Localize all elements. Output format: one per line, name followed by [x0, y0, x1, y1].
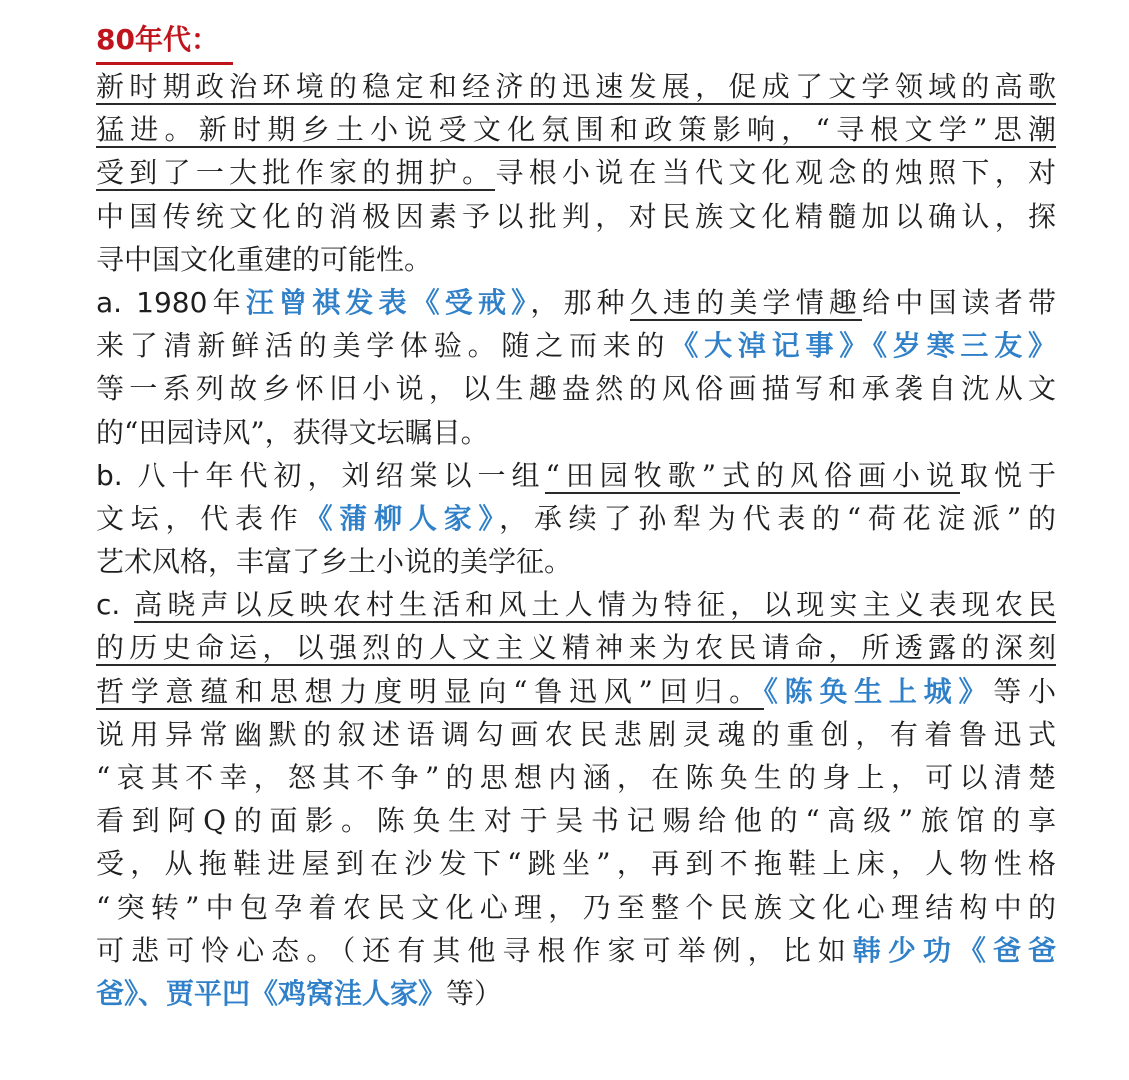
text-line	[96, 972, 1056, 1015]
text-segment: 可悲可怜心态。（还有其他寻根作家可举例，比如	[96, 933, 853, 967]
text-line	[96, 583, 1056, 626]
document-page	[96, 18, 1056, 1015]
item-label: b.	[96, 458, 138, 492]
highlighted-title: 《陈奂生上城》	[763, 674, 994, 708]
text-segment: 说用异常幽默的叙述语调勾画农民悲剧灵魂的重创，有着鲁迅式	[96, 717, 1056, 751]
text-line	[96, 195, 1056, 238]
item-label: a. 1980年	[96, 285, 246, 319]
text-line	[96, 799, 1056, 842]
text-line	[96, 497, 1056, 540]
highlighted-title: 韩少功《爸爸	[852, 933, 1056, 967]
text-segment: 艺术风格，丰富了乡土小说的美学征。	[96, 545, 573, 579]
text-line	[96, 367, 1056, 410]
text-line	[96, 756, 1056, 799]
text-segment: 中国传统文化的消极因素予以批判，对民族文化精髓加以确认，探	[96, 199, 1056, 233]
underlined-text: 哲学意蕴和思想力度明显向“鲁迅风”回归。	[96, 674, 764, 708]
text-line	[96, 626, 1056, 669]
text-segment: 看到阿Q的面影。陈奂生对于吴书记赐给他的“高级”旅馆的享	[96, 804, 1056, 838]
text-line	[96, 454, 1056, 497]
text-line	[96, 540, 1056, 583]
highlighted-title: 爸》、贾平凹《鸡窝洼人家》	[96, 976, 447, 1010]
text-line	[96, 281, 1056, 324]
text-segment: 受，从拖鞋进屋到在沙发下“跳坐”，再到不拖鞋上床，人物性格	[96, 847, 1056, 881]
section-heading: 80年代：	[96, 18, 233, 65]
text-line	[96, 713, 1056, 756]
text-line	[96, 886, 1056, 929]
underlined-text: 受到了一大批作家的拥护。	[96, 156, 496, 190]
text-line	[96, 324, 1056, 367]
text-line	[96, 151, 1056, 194]
text-segment: 八十年代初，刘绍棠以一组	[137, 458, 546, 492]
underlined-text: 的历史命运，以强烈的人文主义精神来为农民请命，所透露的深刻	[96, 631, 1056, 665]
text-segment: ，那种	[530, 285, 630, 319]
underlined-text: 久违的美学情趣	[629, 285, 863, 319]
body-text	[96, 65, 1056, 1015]
text-line	[96, 238, 1056, 281]
text-segment: 等一系列故乡怀旧小说，以生趣盎然的风俗画描写和承袭自沈从文	[96, 372, 1056, 406]
highlighted-title: 汪曾祺发表《受戒》	[245, 285, 531, 319]
text-segment: 寻根小说在当代文化观念的烛照下，对	[495, 156, 1056, 190]
item-label: c.	[96, 588, 135, 622]
underlined-text: 新时期政治环境的稳定和经济的迅速发展，促成了文学领域的高歌	[96, 70, 1056, 103]
underlined-text: “田园牧歌”式的风俗画小说	[545, 458, 960, 492]
underlined-text: 高晓声以反映农村生活和风土人情为特征，以现实主义表现农民	[134, 588, 1056, 622]
text-segment: ，承续了孙犁为代表的“荷花淀派”的	[499, 501, 1056, 535]
text-segment: 文坛，代表作	[96, 501, 305, 535]
text-segment: “突转”中包孕着农民文化心理，乃至整个民族文化心理结构中的	[96, 890, 1056, 924]
text-line	[96, 842, 1056, 885]
text-segment: 等小	[993, 674, 1056, 708]
text-segment: 取悦于	[960, 458, 1056, 492]
text-segment: 给中国读者带	[862, 285, 1056, 319]
text-line	[96, 670, 1056, 713]
text-line	[96, 929, 1056, 972]
highlighted-title: 《蒲柳人家》	[304, 501, 500, 535]
text-segment: 来了清新鲜活的美学体验。随之而来的	[96, 329, 671, 363]
text-segment: “哀其不幸，怒其不争”的思想内涵，在陈奂生的身上，可以清楚	[96, 761, 1056, 794]
text-segment: 寻中国文化重建的可能性。	[96, 242, 433, 276]
highlighted-title: 《大淖记事》《岁寒三友》	[670, 329, 1056, 363]
text-segment: 等）	[446, 976, 503, 1010]
text-line	[96, 65, 1056, 108]
text-line	[96, 411, 1056, 454]
text-line	[96, 108, 1056, 151]
underlined-text: 猛进。新时期乡土小说受文化氛围和政策影响，“寻根文学”思潮	[96, 113, 1056, 147]
text-segment: 的“田园诗风”，获得文坛瞩目。	[96, 415, 489, 449]
